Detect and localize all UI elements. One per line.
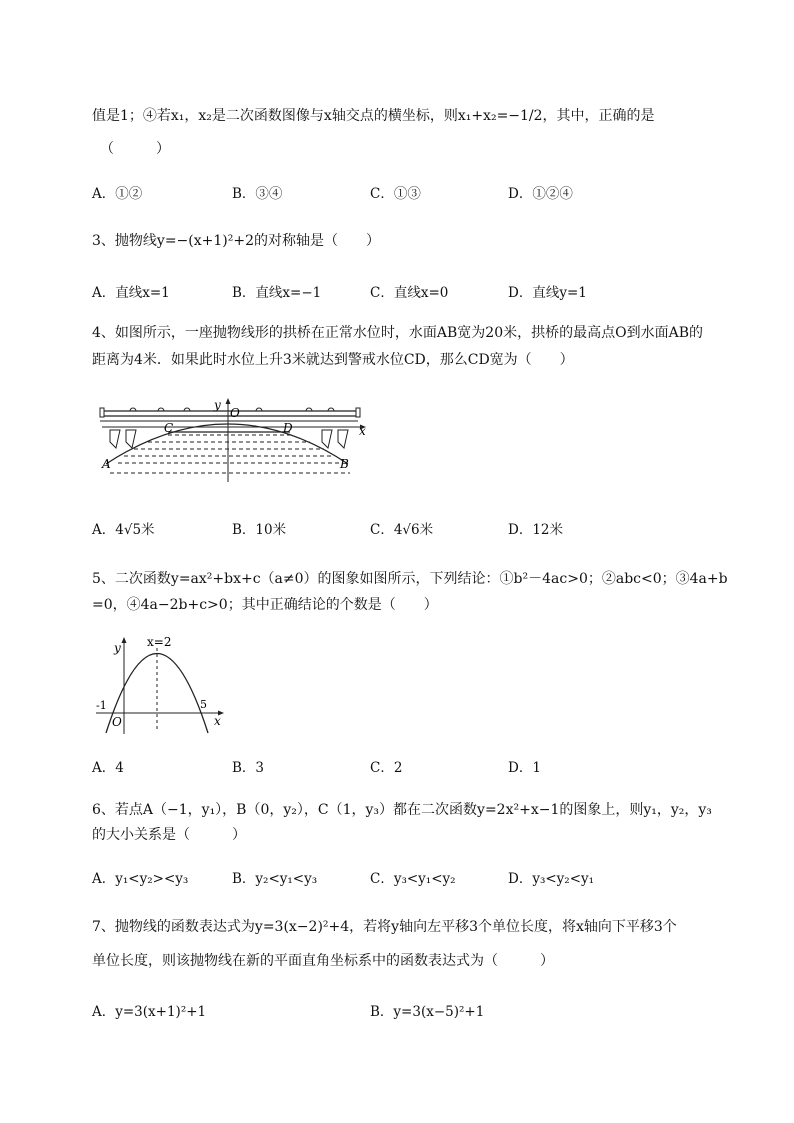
q7-stem-line1: 7、抛物线的函数表达式为y=3(x−2)²+4，若将y轴向左平移3个单位长度，将x轴向下平移3个	[92, 919, 677, 935]
q4-stem-line1: 4、如图所示，一座抛物线形的拱桥在正常水位时，水面AB宽为20米，拱桥的最高点O到水面AB的	[92, 325, 703, 341]
q5-options	[92, 758, 732, 778]
q6-options	[92, 869, 732, 889]
q3-options	[92, 283, 732, 303]
q4-label-d: D	[283, 421, 293, 435]
q4-stem-line2: 距离为4米．如果此时水位上升3米就达到警戒水位CD，那么CD宽为（ ）	[92, 352, 574, 368]
q7-stem-line2: 单位长度，则该抛物线在新的平面直角坐标系中的函数表达式为（ ）	[92, 953, 554, 969]
q4-option-a[interactable]: A．4√5米	[92, 522, 155, 538]
q4-option-b[interactable]: B．10米	[232, 522, 287, 538]
q5-label-o: O	[112, 715, 122, 729]
q5-stem-line2: =0，④4a−2b+c>0；其中正确结论的个数是（ ）	[92, 597, 438, 613]
q4-label-x: x	[359, 424, 366, 438]
q5-label-axis: x=2	[147, 635, 172, 649]
q4-label-a: A	[102, 457, 111, 471]
q7-option-b[interactable]: B．y=3(x−5)²+1	[370, 1004, 485, 1020]
q6-stem-line1: 6、若点A（−1，y₁），B（0，y₂），C（1，y₃）都在二次函数y=2x²+x−1的图象上，则y₁，y₂，y₃	[92, 802, 712, 818]
q5-label-y: y	[114, 641, 121, 655]
q4-bridge-figure	[96, 396, 376, 482]
q4-options	[92, 520, 732, 540]
q2-option-c[interactable]: C．①③	[370, 186, 421, 202]
q3-option-c[interactable]: C．直线x=0	[370, 285, 449, 301]
q5-stem-line1: 5、二次函数y=ax²+bx+c（a≠0）的图象如图所示，下列结论：①b²－4ac>0；②abc<0；③4a+b	[92, 571, 728, 587]
q5-option-c[interactable]: C．2	[370, 760, 403, 776]
q6-stem-line2: 的大小关系是（ ）	[92, 827, 246, 843]
q6-option-a[interactable]: A．y₁<y₂><y₃	[92, 871, 189, 887]
q5-label-x: x	[214, 714, 221, 728]
q7-options	[92, 1002, 732, 1022]
q6-option-c[interactable]: C．y₃<y₁<y₂	[370, 871, 456, 887]
q2-answer-paren: （ ）	[100, 141, 170, 157]
q4-label-b: B	[340, 457, 349, 471]
q5-option-b[interactable]: B．3	[232, 760, 265, 776]
q3-option-a[interactable]: A．直线x=1	[92, 285, 170, 301]
q5-label-5: 5	[200, 698, 207, 711]
q4-label-c: C	[164, 421, 174, 435]
q4-option-d[interactable]: D．12米	[508, 522, 564, 538]
q2-option-a[interactable]: A．①②	[92, 186, 143, 202]
q2-options	[92, 184, 732, 204]
q7-option-a[interactable]: A．y=3(x+1)²+1	[92, 1004, 207, 1020]
q6-option-b[interactable]: B．y₂<y₁<y₃	[232, 871, 318, 887]
q5-label-neg1: -1	[96, 699, 107, 712]
q3-option-d[interactable]: D．直线y=1	[508, 285, 587, 301]
q3-stem: 3、抛物线y=−(x+1)²+2的对称轴是（ ）	[92, 233, 380, 249]
q4-option-c[interactable]: C．4√6米	[370, 522, 434, 538]
q3-option-b[interactable]: B．直线x=−1	[232, 285, 322, 301]
q5-option-d[interactable]: D．1	[508, 760, 541, 776]
q2-option-b[interactable]: B．③④	[232, 186, 283, 202]
q4-label-o: O	[230, 406, 240, 420]
q5-option-a[interactable]: A．4	[92, 760, 124, 776]
q2-stem-line1: 值是1；④若x₁，x₂是二次函数图像与x轴交点的横坐标，则x₁+x₂=−1/2，其中，正确的是	[92, 108, 655, 124]
q4-label-y: y	[214, 398, 221, 412]
q6-option-d[interactable]: D．y₃<y₂<y₁	[508, 871, 595, 887]
q5-parabola-figure	[92, 634, 232, 738]
q2-option-d[interactable]: D．①②④	[508, 186, 573, 202]
